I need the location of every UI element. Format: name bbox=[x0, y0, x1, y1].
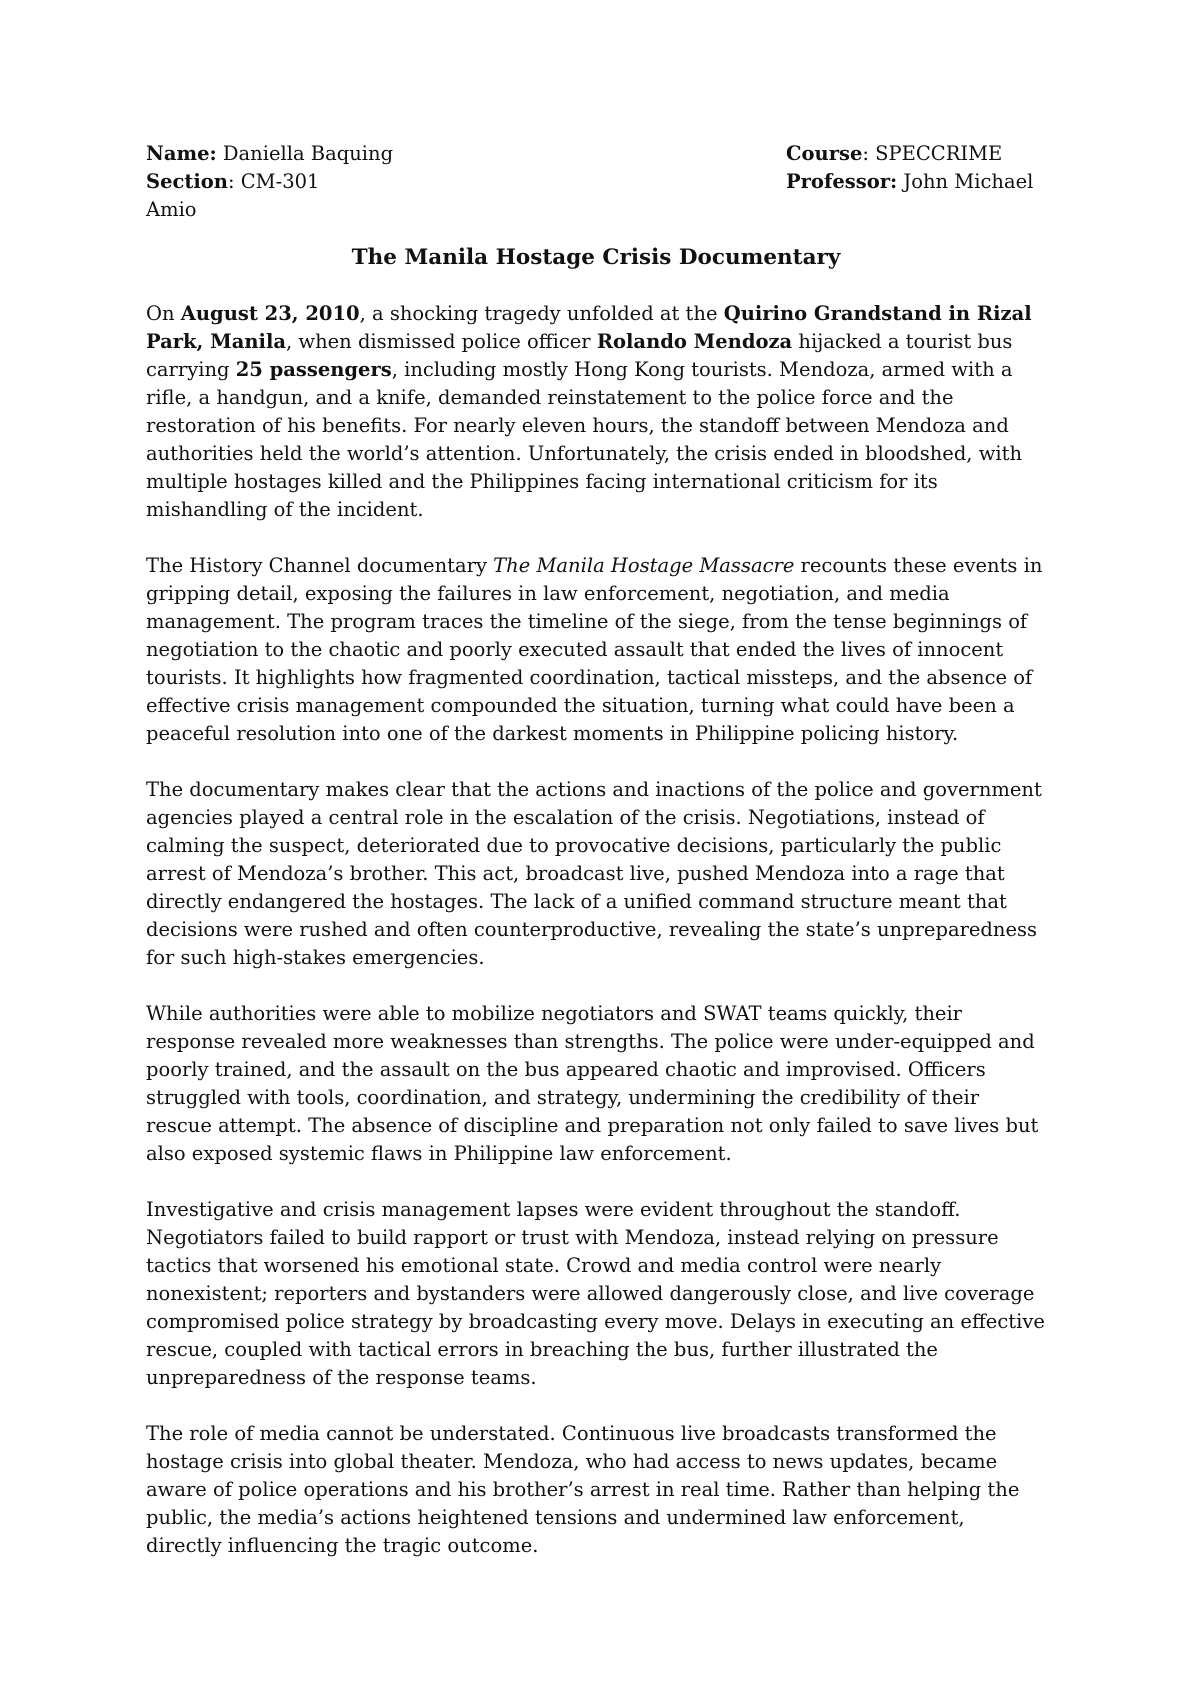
section-value: : CM-301 bbox=[227, 170, 320, 193]
paragraph-management-lapses: Investigative and crisis management lapses were evident throughout the standoff. Negotiators failed to build rapport or trust with Mendoza, instead relying on pressure tactics that worsened his emotional state. Crowd and media control were nearly nonexistent; reporters and bystanders were allowed dangerously close, and live coverage compromised police strategy by broadcasting every move. Delays in executing an effective rescue, coupled with tactical errors in breaching the bus, further illustrated the unpreparedness of the response teams. bbox=[146, 1198, 1045, 1389]
name-line bbox=[146, 140, 706, 168]
p1-text-5: , including mostly Hong Kong tourists. Mendoza, armed with a rifle, a handgun, and a knife, demanded reinstatement to the police force and the restoration of his benefits. For nearly eleven hours, the standoff between Mendoza and authorities held the world’s attention. Unfortunately, the crisis ended in bloodshed, with multiple hostages killed and the Philippines facing international criticism for its mishandling of the incident. bbox=[146, 358, 1023, 521]
paragraph-response-weaknesses: While authorities were able to mobilize negotiators and SWAT teams quickly, their response revealed more weaknesses than strengths. The police were under-equipped and poorly trained, and the assault on the bus appeared chaotic and improvised. Officers struggled with tools, coordination, and strategy, undermining the credibility of their rescue attempt. The absence of discipline and preparation not only failed to save lives but also exposed systemic flaws in Philippine law enforcement. bbox=[146, 1002, 1039, 1165]
p2-text-1: The History Channel documentary bbox=[146, 554, 494, 577]
p1-text-2: , a shocking tragedy unfolded at the bbox=[359, 302, 724, 325]
p1-text-1: On bbox=[146, 302, 181, 325]
paragraph-intro bbox=[146, 300, 1046, 524]
p2-text-2: recounts these events in gripping detail, exposing the failures in law enforcement, negotiation, and media management. The program traces the timeline of the siege, from the tense beginnings of negotiation to the chaotic and poorly executed assault that ended the lives of innocent tourists. It highlights how fragmented coordination, tactical missteps, and the absence of effective crisis management compounded the situation, turning what could have been a peaceful resolution into one of the darkest moments in Philippine policing history. bbox=[146, 554, 1043, 745]
name-label: Name: bbox=[146, 142, 217, 165]
p1-suspect: Rolando Mendoza bbox=[596, 330, 793, 353]
document-page bbox=[146, 140, 1046, 1588]
header-left bbox=[146, 140, 706, 224]
student-header bbox=[146, 140, 1046, 226]
professor-value-continued: Amio bbox=[146, 198, 197, 221]
professor-value: John Michael bbox=[903, 170, 1034, 193]
p2-documentary-title: The Manila Hostage Massacre bbox=[493, 554, 795, 577]
course-line bbox=[786, 140, 1046, 168]
header-right bbox=[786, 140, 1046, 196]
professor-line bbox=[786, 168, 1046, 196]
section-line bbox=[146, 168, 706, 196]
professor-label: Professor: bbox=[786, 170, 898, 193]
paragraph-documentary bbox=[146, 552, 1046, 748]
p1-text-4: hijacked a tourist bus carrying bbox=[146, 330, 1013, 381]
course-label: Course bbox=[786, 142, 863, 165]
course-value: : SPECCRIME bbox=[862, 142, 1003, 165]
p1-location: Quirino Grandstand in Rizal Park, Manila bbox=[146, 302, 1032, 353]
paragraph-media-role: The role of media cannot be understated. Continuous live broadcasts transformed the hostage crisis into global theater. Mendoza, who had access to news updates, became aware of police operations and his brother’s arrest in real time. Rather than helping the public, the media’s actions heightened tensions and undermined law enforcement, directly influencing the tragic outcome. bbox=[146, 1422, 1020, 1557]
p1-text-3: , when dismissed police officer bbox=[286, 330, 597, 353]
section-label: Section bbox=[146, 170, 228, 193]
paragraph-police-actions: The documentary makes clear that the actions and inactions of the police and government agencies played a central role in the escalation of the crisis. Negotiations, instead of calming the suspect, deteriorated due to provocative decisions, particularly the public arrest of Mendoza’s brother. This act, broadcast live, pushed Mendoza into a rage that directly endangered the hostages. The lack of a unified command structure meant that decisions were rushed and often counterproductive, revealing the state’s unpreparedness for such high-stakes emergencies. bbox=[146, 778, 1042, 969]
document-title: The Manila Hostage Crisis Documentary bbox=[351, 245, 841, 270]
p1-passengers: 25 passengers bbox=[235, 358, 392, 381]
name-value: Daniella Baquing bbox=[222, 142, 394, 165]
p1-date: August 23, 2010 bbox=[180, 302, 360, 325]
